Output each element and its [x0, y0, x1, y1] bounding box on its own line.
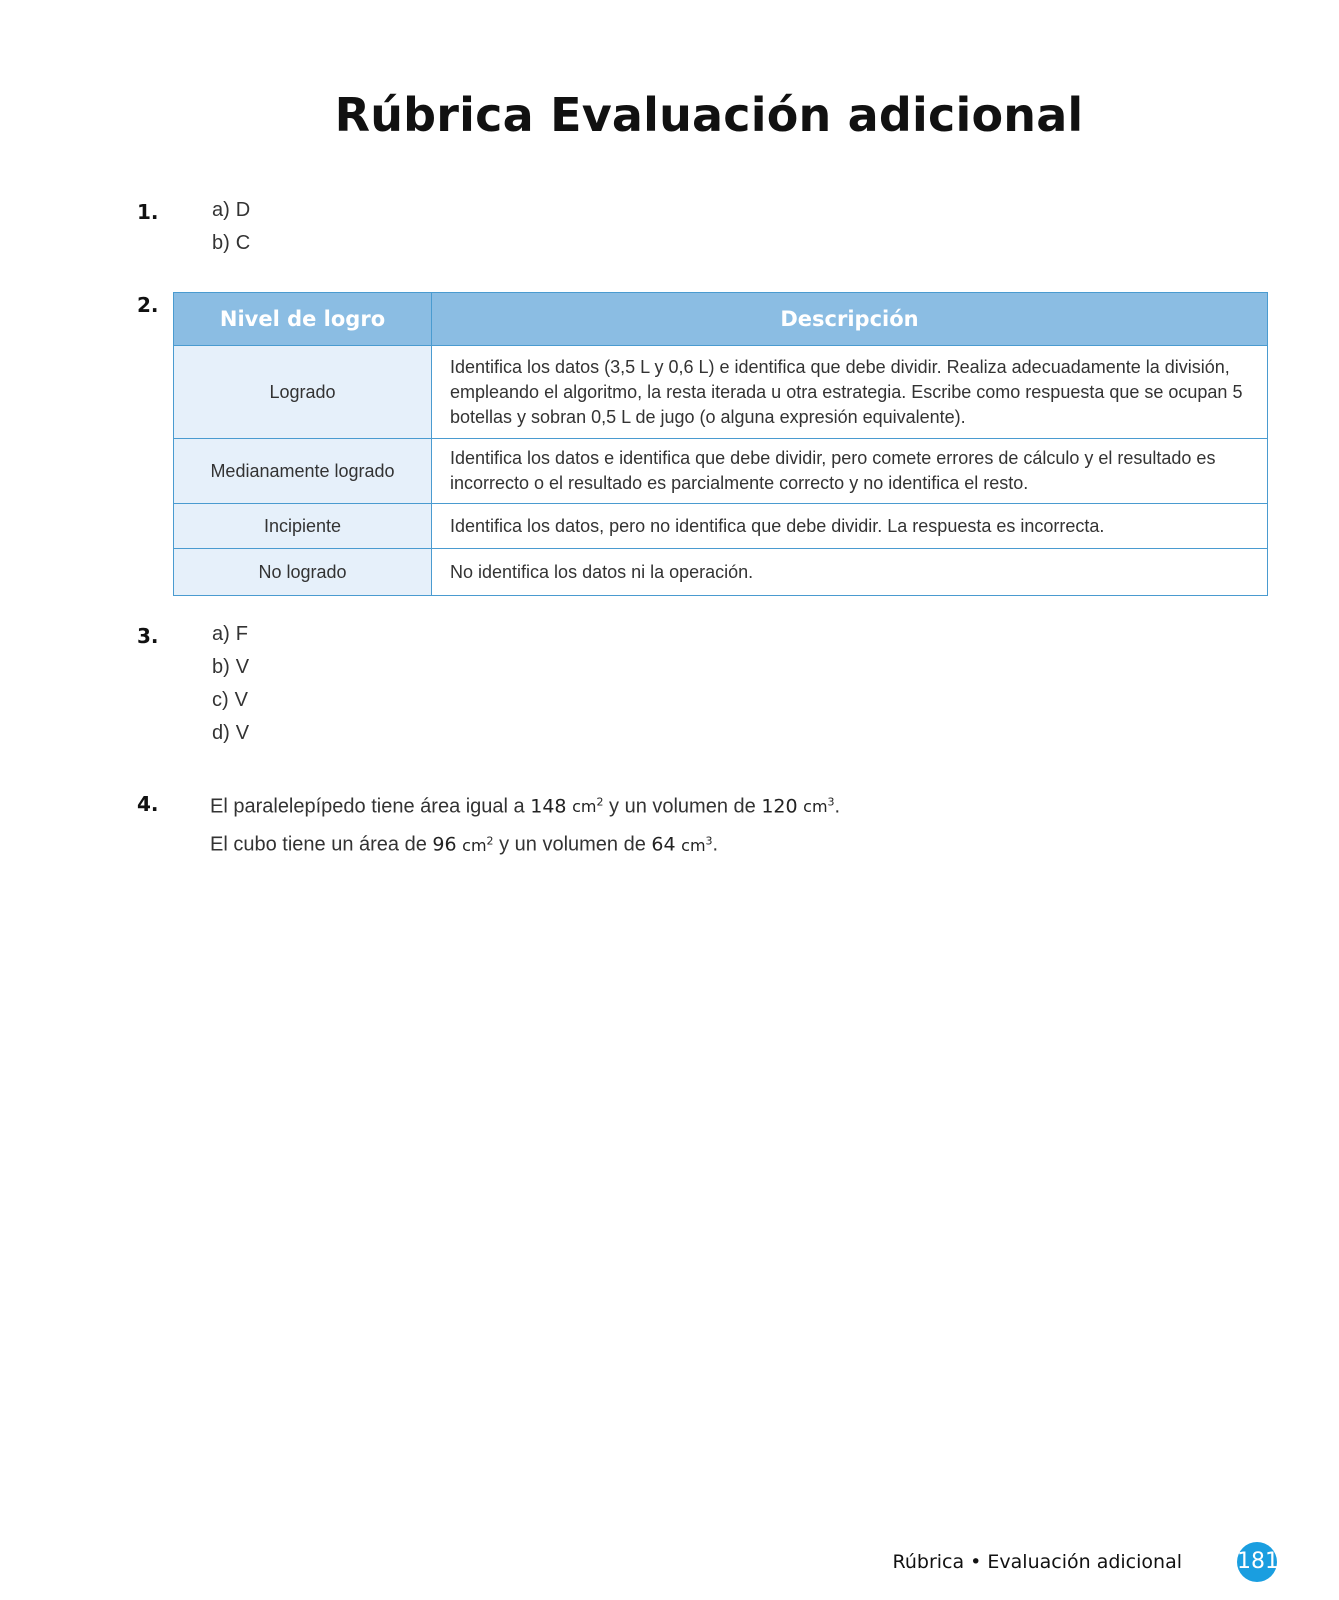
- row-level: Medianamente logrado: [174, 439, 432, 504]
- unit-exponent: 2: [596, 796, 604, 809]
- footer-section-label: Rúbrica • Evaluación adicional: [892, 1551, 1182, 1573]
- answer-value: V: [235, 722, 250, 744]
- question-2-number: 2.: [137, 293, 159, 317]
- unit-exponent: 3: [705, 834, 713, 848]
- answer-letter: b): [212, 656, 230, 678]
- row-level: Incipiente: [174, 504, 432, 549]
- answer-item: [212, 717, 249, 750]
- volume-value: 64: [651, 833, 676, 856]
- page-number-badge: 181: [1237, 1542, 1277, 1582]
- answer-letter: d): [212, 722, 230, 744]
- question-3-number: 3.: [137, 624, 159, 648]
- volume-value: 120: [761, 795, 798, 818]
- answer-line-prism: [210, 786, 840, 824]
- unit-text: cm: [462, 835, 487, 855]
- table-row: [174, 346, 1268, 439]
- question-4-answer: [210, 786, 840, 863]
- answer-item: [212, 194, 250, 227]
- answer-item: [212, 227, 250, 260]
- header-description: Descripción: [432, 293, 1268, 346]
- row-description: No identifica los datos ni la operación.: [432, 549, 1268, 596]
- answer-letter: c): [212, 689, 229, 711]
- unit-text: cm: [803, 797, 828, 817]
- volume-unit: [803, 797, 834, 816]
- answer-letter: a): [212, 623, 230, 645]
- row-description: Identifica los datos, pero no identifica que debe dividir. La respuesta es incorrecta.: [432, 504, 1268, 549]
- question-4-number: 4.: [137, 792, 159, 816]
- answer-value: C: [235, 232, 251, 254]
- answer-letter: a): [212, 199, 230, 221]
- page-title: Rúbrica Evaluación adicional: [334, 88, 1084, 142]
- area-value: 148: [530, 795, 567, 818]
- row-level: Logrado: [174, 346, 432, 439]
- table-row: [174, 549, 1268, 596]
- answer-text: y un volumen de: [493, 833, 652, 856]
- answer-value: D: [235, 199, 251, 221]
- row-description: Identifica los datos e identifica que debe dividir, pero comete errores de cálculo y el resultado es incorrecto o el resultado es parcialmente correcto y no identifica el resto.: [432, 439, 1268, 504]
- table-row: [174, 504, 1268, 549]
- answer-letter: b): [212, 232, 230, 254]
- unit-exponent: 3: [827, 796, 835, 809]
- question-1-answers: [212, 194, 250, 260]
- answer-line-cube: [210, 824, 840, 862]
- answer-text: y un volumen de: [603, 795, 762, 818]
- unit-text: cm: [681, 835, 706, 855]
- answer-text: .: [834, 795, 841, 818]
- row-level: No logrado: [174, 549, 432, 596]
- question-3-answers: [212, 618, 249, 750]
- area-value: 96: [432, 833, 457, 856]
- header-level: Nivel de logro: [174, 293, 432, 346]
- answer-value: F: [235, 623, 249, 645]
- answer-text: El paralelepípedo tiene área igual a: [210, 795, 531, 818]
- answer-text: El cubo tiene un área de: [210, 833, 433, 856]
- area-unit: [572, 797, 603, 816]
- answer-item: [212, 684, 249, 717]
- table-header-row: [174, 293, 1268, 346]
- answer-value: V: [235, 656, 250, 678]
- volume-unit: [681, 836, 712, 855]
- row-description: Identifica los datos (3,5 L y 0,6 L) e identifica que debe dividir. Realiza adecuadamente la división, empleando el algoritmo, la resta iterada u otra estrategia. Escribe como respuesta que se ocupan 5 botellas y sobran 0,5 L de jugo (o alguna expresión equivalente).: [432, 346, 1268, 439]
- answer-item: [212, 618, 249, 651]
- unit-text: cm: [572, 797, 597, 817]
- answer-value: V: [234, 689, 249, 711]
- area-unit: [462, 836, 493, 855]
- table-row: [174, 439, 1268, 504]
- answer-item: [212, 651, 249, 684]
- question-1-number: 1.: [137, 200, 159, 224]
- answer-text: .: [712, 833, 719, 856]
- rubric-table: [173, 292, 1268, 596]
- unit-exponent: 2: [486, 834, 494, 848]
